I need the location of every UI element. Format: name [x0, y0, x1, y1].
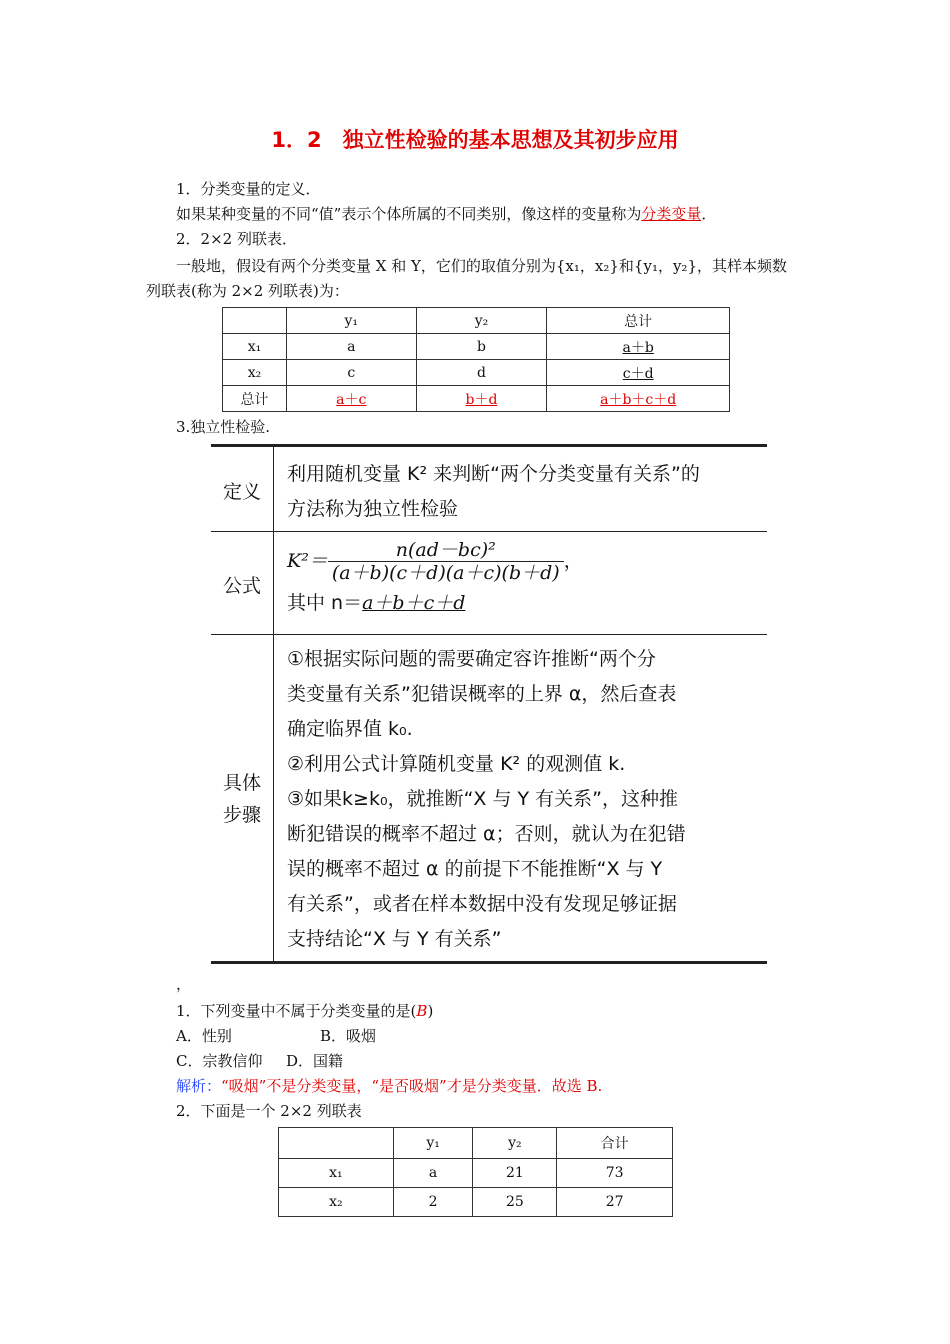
section2-line1: 一般地，假设有两个分类变量 X 和 Y，它们的取值分别为{x₁，x₂}和{y₁，y₂}，其样本频数: [176, 257, 787, 275]
table-cell: 73: [557, 1159, 673, 1188]
table-cell: x₁: [279, 1159, 394, 1188]
formula-n: 其中 n＝a＋b＋c＋d: [287, 592, 466, 614]
q1-stem: 1．下列变量中不属于分类变量的是(B): [176, 1002, 434, 1020]
table-cell: 总计: [223, 386, 287, 412]
table-cell: y₂: [473, 1128, 557, 1159]
table-row: [279, 1128, 673, 1159]
table-cell: 25: [473, 1188, 557, 1217]
formula-fraction: $\frac{\text{n(ad－bc)²}}{(a+b)(c+d)(a+c)(b+d)}$: [328, 539, 564, 584]
q2-stem: 2．下面是一个 2×2 列联表: [176, 1102, 362, 1120]
formula-cell: K²＝ $\frac{\text{n(ad－bc)²}}{(a+b)(c+d)(a+c)(b+d)}$ ， 其中 n＝a＋b＋c＋d: [287, 539, 759, 615]
table-cell: a: [393, 1159, 473, 1188]
table-cell: 总计: [547, 308, 730, 334]
formula-lhs: K²＝: [287, 550, 328, 572]
table-cell: 合计: [557, 1128, 673, 1159]
section1-text: 如果某种变量的不同“值”表示个体所属的不同类别，像这样的变量称为分类变量．: [176, 205, 717, 223]
table-cell: c＋d: [547, 360, 730, 386]
table-cell: x₂: [279, 1188, 394, 1217]
table-cell: b: [416, 334, 547, 360]
table-cell: x₂: [223, 360, 287, 386]
table-cell: d: [416, 360, 547, 386]
formula-label: 公式: [222, 575, 261, 597]
steps-label: 具体 步骤: [222, 772, 261, 826]
comma-mark: ，: [176, 975, 192, 993]
q1-option-d: D．国籍: [286, 1052, 344, 1070]
section2-heading: 2．2×2 列联表．: [176, 230, 297, 248]
table-cell: a＋c: [286, 386, 416, 412]
table-row: [223, 386, 730, 412]
table-cell: [279, 1128, 394, 1159]
q1-analysis: 解析：“吸烟”不是分类变量，“是否吸烟”才是分类变量．故选 B.: [176, 1077, 603, 1095]
page-title: 1．2 独立性检验的基本思想及其初步应用: [271, 128, 679, 152]
table-cell: y₁: [286, 308, 416, 334]
contingency-table-general: [222, 307, 730, 412]
contingency-table-q2: [278, 1127, 673, 1217]
table-cell: b＋d: [416, 386, 547, 412]
table-cell: x₁: [223, 334, 287, 360]
table-cell: y₂: [416, 308, 547, 334]
table-cell: [223, 308, 287, 334]
steps-text: ①根据实际问题的需要确定容许推断“两个分 类变量有关系”犯错误概率的上界 α，然后查表 确定临界值 k₀. ②利用公式计算随机变量 K² 的观测值 k. ③如果k≥k₀，就推断“X 与 Y 有关系”，这种推 断犯错误的概率不超过 α；否则，就认为在犯错 误的概率不超过 α 的前提下不能推断“X 与 Y 有关系”，或者在样本数据中没有发现足够证据 支持结论“X 与 Y 有关系”: [287, 648, 686, 950]
section3-heading: 3.独立性检验.: [176, 418, 271, 436]
section2-line2: 列联表(称为 2×2 列联表)为：: [146, 282, 349, 300]
table-cell: a＋b＋c＋d: [547, 386, 730, 412]
table-cell: a＋b: [547, 334, 730, 360]
table-cell: y₁: [393, 1128, 473, 1159]
q1-option-c: C．宗教信仰: [176, 1052, 263, 1070]
independence-test-table: [211, 444, 767, 964]
q1-option-b: B．吸烟: [320, 1027, 377, 1045]
definition-label: 定义: [222, 481, 261, 503]
table-row: [223, 334, 730, 360]
table-cell: c: [286, 360, 416, 386]
table-row: [279, 1188, 673, 1217]
table-cell: 21: [473, 1159, 557, 1188]
table-cell: 27: [557, 1188, 673, 1217]
table-cell: 2: [393, 1188, 473, 1217]
table-row: [279, 1159, 673, 1188]
definition-text: 利用随机变量 K² 来判断“两个分类变量有关系”的 方法称为独立性检验: [287, 463, 700, 520]
table-cell: a: [286, 334, 416, 360]
section1-heading: 1．分类变量的定义．: [176, 180, 321, 198]
term-categorical-variable: 分类变量: [641, 205, 702, 223]
table-row: [223, 360, 730, 386]
q1-option-a: A．性别: [176, 1027, 232, 1045]
table-row: [223, 308, 730, 334]
q1-answer: B: [416, 1002, 428, 1020]
